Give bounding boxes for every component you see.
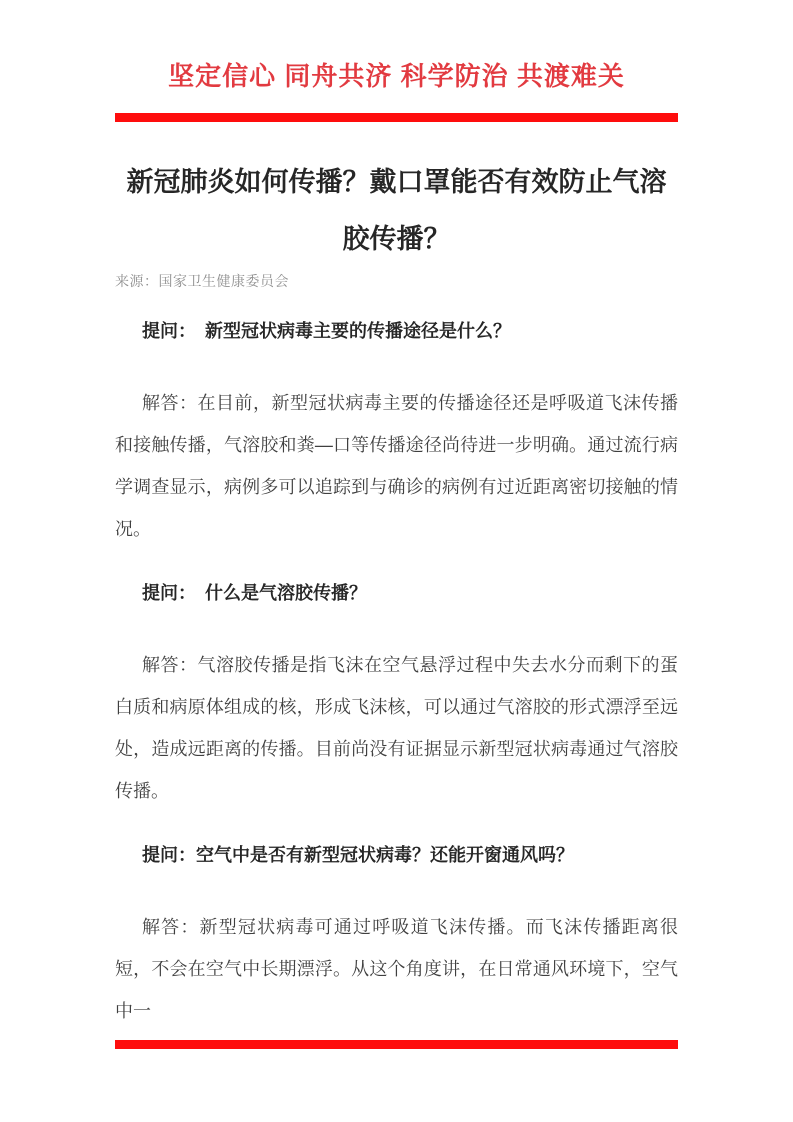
answer-text: 解答：气溶胶传播是指飞沫在空气悬浮过程中失去水分而剩下的蛋白质和病原体组成的核，形成飞沫核，可以通过气溶胶的形式漂浮至远处，造成远距离的传播。目前尚没有证据显示新型冠状病毒通过气溶胶传播。 [115,655,678,801]
answer-text: 解答：新型冠状病毒可通过呼吸道飞沫传播。而飞沫传播距离很短，不会在空气中长期漂浮。从这个角度讲，在日常通风环境下，空气中一 [115,917,678,1021]
question-text: 提问： 新型冠状病毒主要的传播途径是什么？ [142,321,511,341]
top-red-divider [115,113,678,122]
answer-text: 解答：在目前，新型冠状病毒主要的传播途径还是呼吸道飞沫传播和接触传播，气溶胶和粪—口等传播途径尚待进一步明确。通过流行病学调查显示，病例多可以追踪到与确诊的病例有过近距离密切接触的情况。 [115,393,678,539]
bottom-red-divider [115,1040,678,1049]
question-text: 提问：空气中是否有新型冠状病毒？还能开窗通风吗？ [142,845,574,865]
article-title: 新冠肺炎如何传播？戴口罩能否有效防止气溶胶传播？ [126,167,667,254]
question-text: 提问： 什么是气溶胶传播？ [142,583,367,603]
qa-block-1 [115,310,678,550]
qa-block-2 [115,572,678,812]
qa-block-3 [115,834,678,1032]
header-slogan: 坚定信心 同舟共济 科学防治 共渡难关 [168,61,625,91]
article-source: 来源：国家卫生健康委员会 [115,273,289,289]
